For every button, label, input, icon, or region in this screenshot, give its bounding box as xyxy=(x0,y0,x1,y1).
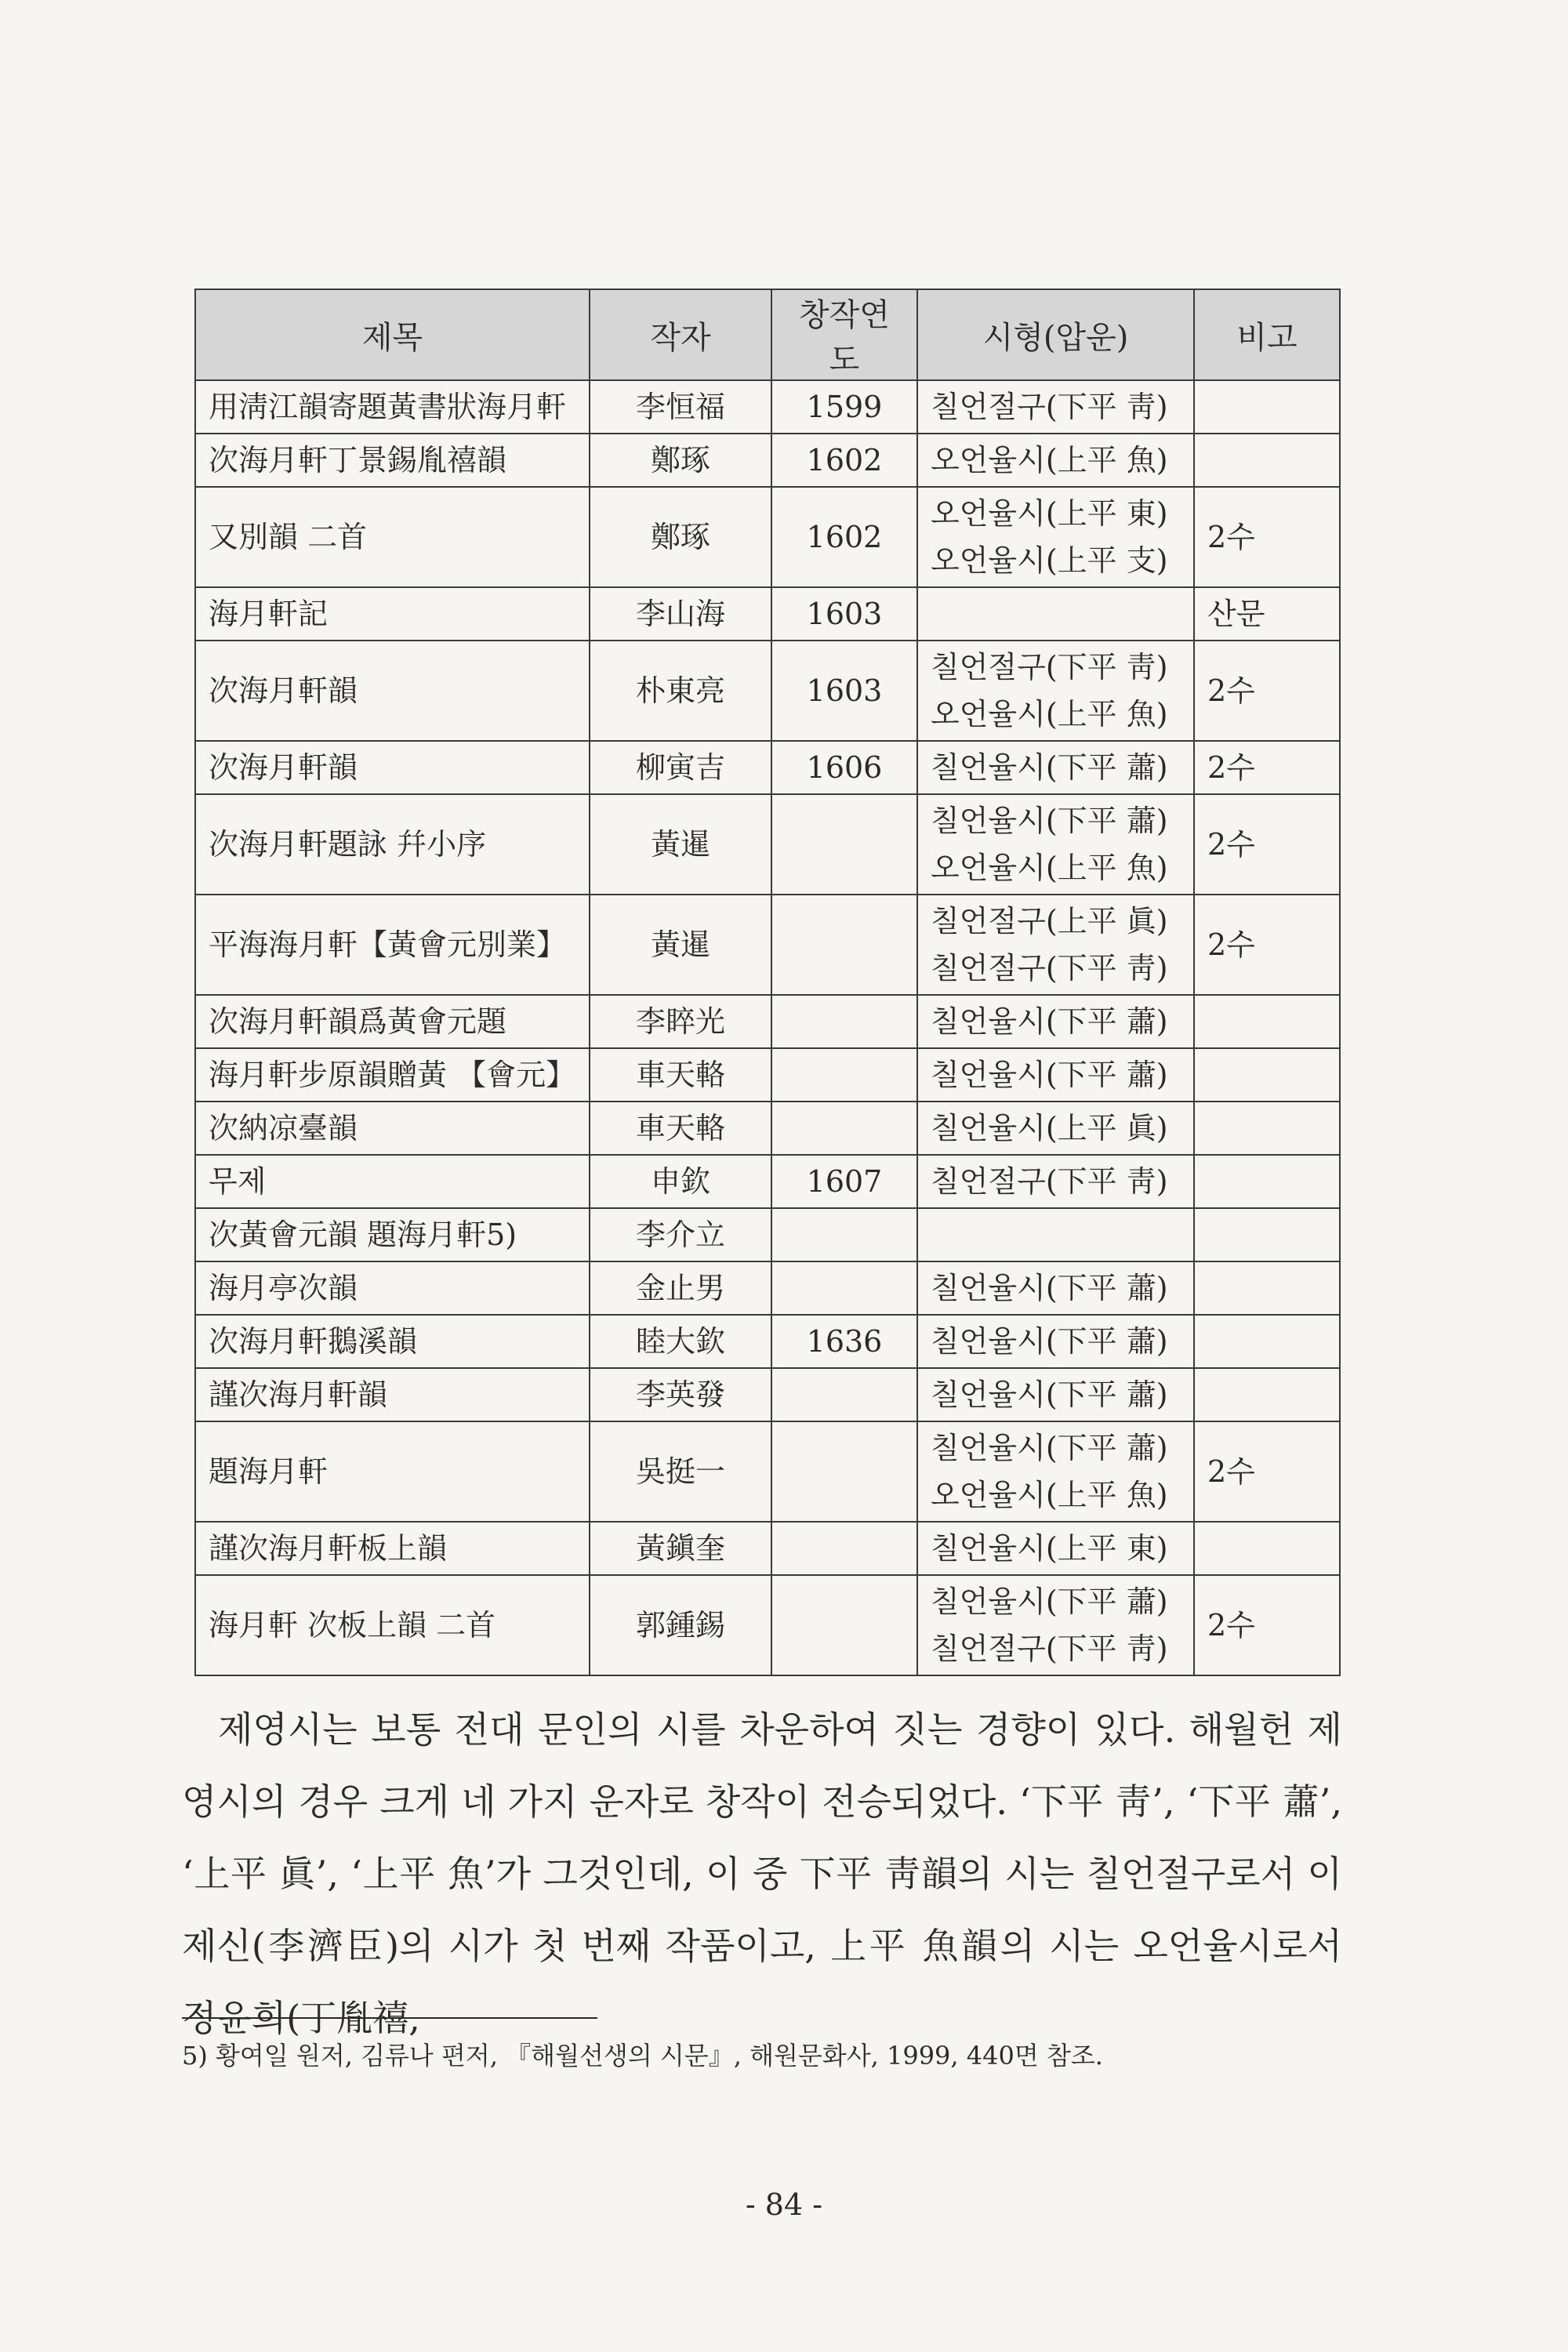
form-line: 칠언율시(下平 蕭) xyxy=(931,804,1168,838)
cell-title: 次納凉臺韻 xyxy=(195,1102,590,1155)
form-line: 칠언절구(下平 靑) xyxy=(931,951,1168,985)
cell-author: 申欽 xyxy=(590,1155,771,1208)
form-line: 칠언절구(下平 靑) xyxy=(931,390,1168,424)
cell-title: 又別韻 二首 xyxy=(195,487,590,587)
cell-author: 車天輅 xyxy=(590,1102,771,1155)
table-row xyxy=(195,1315,1340,1368)
body-paragraph: 제영시는 보통 전대 문인의 시를 차운하여 짓는 경향이 있다. 해월헌 제영시의 경우 크게 네 가지 운자로 창작이 전승되었다. ‘下平 靑’, ‘下平 蕭’, ‘上平 眞’, ‘上平 魚’가 그것인데, 이 중 下平 靑韻의 시는 칠언절구로서 이제신(李濟臣)의 시가 첫 번째 작품이고, 上平 魚韻의 시는 오언율시로서 정윤희(丁胤禧, xyxy=(182,1708,1342,2039)
cell-form xyxy=(917,1155,1194,1208)
cell-author: 李山海 xyxy=(590,587,771,641)
cell-author: 吳挺一 xyxy=(590,1421,771,1522)
cell-form xyxy=(917,1575,1194,1675)
cell-note xyxy=(1194,1155,1340,1208)
cell-author: 黃鎭奎 xyxy=(590,1522,771,1575)
cell-form xyxy=(917,641,1194,741)
form-line: 오언율시(上平 魚) xyxy=(931,443,1168,477)
cell-note: 산문 xyxy=(1194,587,1340,641)
table-row xyxy=(195,1575,1340,1675)
cell-title: 謹次海月軒板上韻 xyxy=(195,1522,590,1575)
table-row xyxy=(195,380,1340,434)
cell-author: 車天輅 xyxy=(590,1048,771,1102)
cell-author: 李英發 xyxy=(590,1368,771,1421)
header-year: 창작연도 xyxy=(771,289,917,380)
cell-note xyxy=(1194,380,1340,434)
cell-year xyxy=(771,895,917,995)
form-line: 칠언율시(下平 蕭) xyxy=(931,1058,1168,1092)
cell-author: 李恒福 xyxy=(590,380,771,434)
cell-author: 郭鍾錫 xyxy=(590,1575,771,1675)
cell-note xyxy=(1194,434,1340,487)
cell-year xyxy=(771,1102,917,1155)
header-author: 작자 xyxy=(590,289,771,380)
cell-form xyxy=(917,794,1194,895)
cell-author: 睦大欽 xyxy=(590,1315,771,1368)
cell-title: 次海月軒韻爲黃會元題 xyxy=(195,995,590,1048)
cell-year xyxy=(771,1368,917,1421)
cell-year xyxy=(771,1261,917,1315)
footnote-divider xyxy=(182,2017,597,2019)
cell-year xyxy=(771,1575,917,1675)
cell-year: 1636 xyxy=(771,1315,917,1368)
cell-year xyxy=(771,1522,917,1575)
cell-title: 次海月軒韻 xyxy=(195,641,590,741)
cell-note: 2수 xyxy=(1194,1421,1340,1522)
form-line: 칠언절구(下平 靑) xyxy=(931,1164,1168,1199)
cell-note xyxy=(1194,1208,1340,1261)
cell-note xyxy=(1194,1048,1340,1102)
cell-title: 次海月軒丁景錫胤禧韻 xyxy=(195,434,590,487)
cell-year: 1603 xyxy=(771,641,917,741)
table-row xyxy=(195,1522,1340,1575)
cell-year: 1607 xyxy=(771,1155,917,1208)
cell-author: 黃暹 xyxy=(590,895,771,995)
cell-note: 2수 xyxy=(1194,641,1340,741)
cell-year xyxy=(771,995,917,1048)
cell-form xyxy=(917,434,1194,487)
table-row xyxy=(195,995,1340,1048)
body-text xyxy=(182,1693,1342,2054)
table-row xyxy=(195,1368,1340,1421)
cell-year xyxy=(771,794,917,895)
cell-title: 海月亭次韻 xyxy=(195,1261,590,1315)
form-line: 칠언율시(下平 蕭) xyxy=(931,1004,1168,1039)
cell-form xyxy=(917,1102,1194,1155)
table-row xyxy=(195,1155,1340,1208)
table-row xyxy=(195,895,1340,995)
table-row xyxy=(195,794,1340,895)
form-line: 칠언율시(下平 蕭) xyxy=(931,1584,1168,1619)
table-body xyxy=(195,380,1340,1675)
cell-year xyxy=(771,1421,917,1522)
cell-note xyxy=(1194,995,1340,1048)
cell-note xyxy=(1194,1102,1340,1155)
cell-form xyxy=(917,1261,1194,1315)
cell-note: 2수 xyxy=(1194,1575,1340,1675)
cell-title: 次海月軒韻 xyxy=(195,741,590,794)
table-header-row xyxy=(195,289,1340,380)
table-row xyxy=(195,1208,1340,1261)
cell-note: 2수 xyxy=(1194,794,1340,895)
cell-author: 黃暹 xyxy=(590,794,771,895)
cell-form xyxy=(917,1208,1194,1261)
form-line: 오언율시(上平 支) xyxy=(931,543,1168,578)
form-line: 칠언절구(下平 靑) xyxy=(931,1632,1168,1666)
table-row xyxy=(195,1102,1340,1155)
table-row xyxy=(195,1261,1340,1315)
cell-form xyxy=(917,1421,1194,1522)
form-line: 오언율시(上平 魚) xyxy=(931,697,1168,731)
form-line: 칠언율시(下平 蕭) xyxy=(931,1271,1168,1305)
cell-form xyxy=(917,1048,1194,1102)
footnote: 5) 황여일 원저, 김류나 편저, 『해월선생의 시문』, 해원문화사, 1999, 440면 참조. xyxy=(182,2041,1103,2071)
page-number: - 84 - xyxy=(745,2187,823,2222)
table-row xyxy=(195,1048,1340,1102)
cell-form xyxy=(917,487,1194,587)
form-line: 칠언절구(下平 靑) xyxy=(931,650,1168,684)
cell-form xyxy=(917,1368,1194,1421)
cell-title: 무제 xyxy=(195,1155,590,1208)
form-line: 칠언율시(下平 蕭) xyxy=(931,1377,1168,1412)
cell-year: 1602 xyxy=(771,487,917,587)
cell-author: 李睟光 xyxy=(590,995,771,1048)
cell-note: 2수 xyxy=(1194,741,1340,794)
form-line: 칠언율시(下平 蕭) xyxy=(931,1431,1168,1465)
header-form: 시형(압운) xyxy=(917,289,1194,380)
cell-note xyxy=(1194,1315,1340,1368)
cell-note xyxy=(1194,1522,1340,1575)
cell-form xyxy=(917,895,1194,995)
table-row xyxy=(195,641,1340,741)
table-row xyxy=(195,587,1340,641)
form-line: 오언율시(上平 魚) xyxy=(931,1478,1168,1512)
cell-year: 1602 xyxy=(771,434,917,487)
cell-title: 用淸江韻寄題黃書狀海月軒 xyxy=(195,380,590,434)
cell-note: 2수 xyxy=(1194,895,1340,995)
cell-form xyxy=(917,1522,1194,1575)
cell-title: 次黃會元韻 題海月軒5) xyxy=(195,1208,590,1261)
cell-note: 2수 xyxy=(1194,487,1340,587)
form-line: 칠언율시(下平 蕭) xyxy=(931,750,1168,785)
cell-author: 鄭琢 xyxy=(590,434,771,487)
cell-title: 次海月軒鵝溪韻 xyxy=(195,1315,590,1368)
cell-form xyxy=(917,380,1194,434)
cell-author: 鄭琢 xyxy=(590,487,771,587)
cell-author: 朴東亮 xyxy=(590,641,771,741)
form-line: 칠언율시(上平 眞) xyxy=(931,1111,1168,1145)
cell-year: 1606 xyxy=(771,741,917,794)
form-line: 오언율시(上平 魚) xyxy=(931,851,1168,885)
cell-form xyxy=(917,995,1194,1048)
form-line: 칠언율시(下平 蕭) xyxy=(931,1324,1168,1359)
cell-title: 題海月軒 xyxy=(195,1421,590,1522)
poem-table xyxy=(194,289,1341,1676)
cell-title: 謹次海月軒韻 xyxy=(195,1368,590,1421)
cell-author: 金止男 xyxy=(590,1261,771,1315)
cell-form xyxy=(917,587,1194,641)
table-row xyxy=(195,487,1340,587)
cell-year: 1603 xyxy=(771,587,917,641)
cell-title: 次海月軒題詠 幷小序 xyxy=(195,794,590,895)
form-line: 오언율시(上平 東) xyxy=(931,496,1168,531)
form-line: 칠언절구(上平 眞) xyxy=(931,904,1168,938)
cell-author: 柳寅吉 xyxy=(590,741,771,794)
cell-year: 1599 xyxy=(771,380,917,434)
cell-year xyxy=(771,1048,917,1102)
header-title: 제목 xyxy=(195,289,590,380)
cell-note xyxy=(1194,1261,1340,1315)
cell-title: 海月軒記 xyxy=(195,587,590,641)
table-row xyxy=(195,434,1340,487)
cell-form xyxy=(917,1315,1194,1368)
cell-title: 海月軒 次板上韻 二首 xyxy=(195,1575,590,1675)
cell-title: 海月軒步原韻贈黃 【會元】 xyxy=(195,1048,590,1102)
cell-author: 李介立 xyxy=(590,1208,771,1261)
cell-title: 平海海月軒【黃會元別業】 xyxy=(195,895,590,995)
header-note: 비고 xyxy=(1194,289,1340,380)
cell-year xyxy=(771,1208,917,1261)
table-row xyxy=(195,741,1340,794)
table-row xyxy=(195,1421,1340,1522)
cell-form xyxy=(917,741,1194,794)
form-line: 칠언율시(上平 東) xyxy=(931,1531,1168,1566)
cell-note xyxy=(1194,1368,1340,1421)
